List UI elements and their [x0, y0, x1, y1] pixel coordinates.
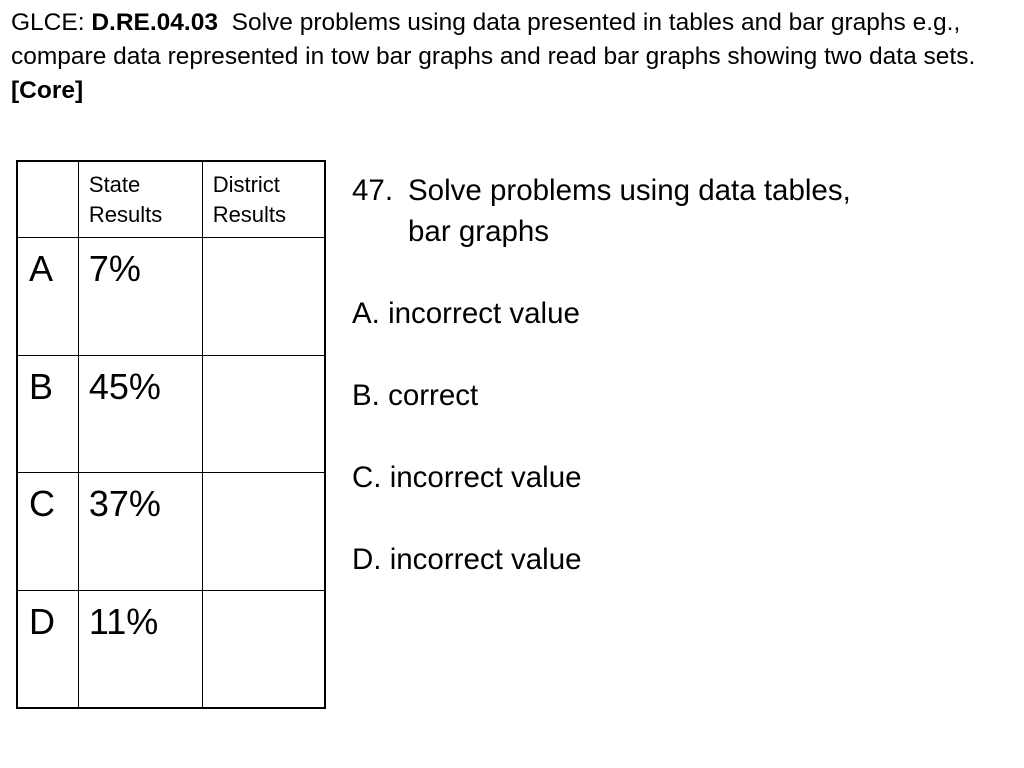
table-row — [17, 355, 325, 473]
question-text-line: Solve problems using data tables, — [408, 174, 851, 207]
question-text — [408, 170, 992, 252]
answer-list — [352, 293, 992, 580]
table-corner-cell — [17, 161, 78, 237]
question-text-line: bar graphs — [408, 215, 550, 248]
row-letter-cell: A — [17, 237, 78, 355]
district-result-cell — [202, 237, 325, 355]
state-result-cell: 37% — [78, 473, 202, 591]
glce-description: Solve problems using data presented in tables and bar graphs e.g., compare data represented in tow bar graphs and read bar graphs showing two data sets. — [11, 9, 983, 70]
state-result-cell: 7% — [78, 237, 202, 355]
glce-code: D.RE.04.03 — [91, 9, 218, 36]
district-result-cell — [202, 590, 325, 708]
question-number: 47. — [352, 174, 394, 207]
table-header-row — [17, 161, 325, 237]
row-letter-cell: B — [17, 355, 78, 473]
answer-item: D. incorrect value — [352, 543, 582, 576]
glce-tag: [Core] — [11, 77, 84, 104]
header-label-line: Results — [88, 202, 163, 227]
district-result-cell — [202, 355, 325, 473]
glce-prefix: GLCE: — [11, 9, 92, 36]
header-label-line: Results — [212, 202, 287, 227]
table-row — [17, 590, 325, 708]
state-result-cell: 11% — [78, 590, 202, 708]
header-label-line: State — [88, 172, 141, 197]
row-letter-cell: C — [17, 473, 78, 591]
question-block — [352, 170, 992, 621]
answer-item: C. incorrect value — [352, 461, 582, 494]
table-row — [17, 237, 325, 355]
district-results-header — [202, 161, 325, 237]
answer-item: A. incorrect value — [352, 297, 580, 330]
glce-standard-text — [11, 6, 1016, 108]
state-result-cell: 45% — [78, 355, 202, 473]
district-result-cell — [202, 473, 325, 591]
question-title — [352, 170, 992, 252]
answer-item: B. correct — [352, 379, 479, 412]
results-table — [16, 160, 326, 709]
header-label-line: District — [212, 172, 280, 197]
state-results-header — [78, 161, 202, 237]
table-row — [17, 473, 325, 591]
row-letter-cell: D — [17, 590, 78, 708]
